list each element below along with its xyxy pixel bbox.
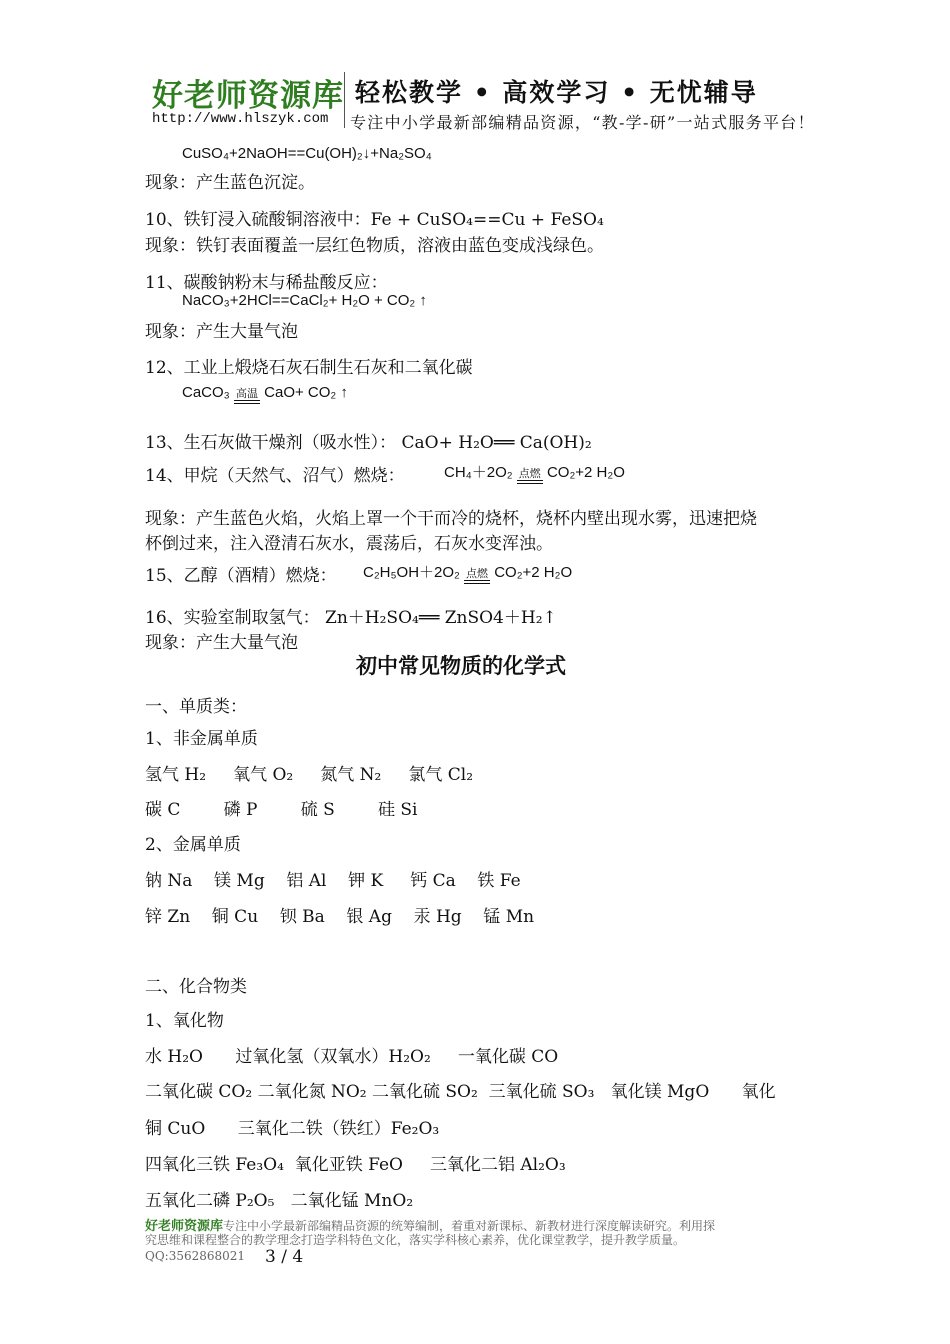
reaction-14-equation [444, 461, 625, 484]
reaction-9-phenomenon: 现象：产生蓝色沉淀。 [145, 173, 315, 193]
simple-heading: 一、单质类： [145, 697, 247, 717]
reaction-11-equation: NaCO₃+2HCl==CaCl₂+ H₂O + CO₂ ↑ [182, 292, 427, 309]
footer-brand: 好老师资源库 [145, 1219, 224, 1234]
reaction-11-phenomenon: 现象：产生大量气泡 [145, 322, 298, 342]
reaction-11-title: 11、碳酸钠粉末与稀盐酸反应： [145, 273, 388, 293]
nonmetal-heading: 1、非金属单质 [145, 729, 258, 749]
footer-qq: QQ:3562868021 [145, 1249, 246, 1263]
page-number: 3 / 4 [265, 1247, 304, 1267]
reaction-14-reactants: CH₄＋2O₂ [444, 464, 513, 481]
reaction-9-equation: CuSO₄+2NaOH==Cu(OH)₂↓+Na₂SO₄ [182, 145, 432, 162]
reaction-14-title: 14、甲烷（天然气、沼气）燃烧： [145, 466, 405, 486]
header-url[interactable]: http://www.hlszyk.com [152, 111, 329, 127]
oxide-row-5: 五氧化二磷 P₂O₅ 二氧化锰 MnO₂ [145, 1191, 414, 1211]
reaction-14-products: CO₂+2 H₂O [546, 464, 625, 481]
reaction-12-equation [182, 384, 348, 404]
reaction-15-title: 15、乙醇（酒精）燃烧： [145, 566, 337, 586]
reaction-16-phenomenon: 现象：产生大量气泡 [145, 633, 298, 653]
reaction-13: 13、生石灰做干燥剂（吸水性）： CaO+ H₂O══ Ca(OH)₂ [145, 433, 592, 453]
reaction-12-reactants: CaCO₃ [182, 384, 230, 401]
footer-text-1: 专注中小学最新部编精品资源的统筹编制，着重对新课标、新教材进行深度解读研究。利用探 [223, 1219, 716, 1233]
reaction-12-condition: 高温 [234, 388, 260, 404]
nonmetal-row-1: 氢气 H₂ 氧气 O₂ 氮气 N₂ 氯气 Cl₂ [145, 765, 474, 785]
reaction-10-phenomenon: 现象：铁钉表面覆盖一层红色物质，溶液由蓝色变成浅绿色。 [145, 236, 604, 256]
header-divider [344, 72, 345, 128]
oxide-heading: 1、氧化物 [145, 1011, 224, 1031]
reaction-14-condition: 点燃 [517, 468, 543, 484]
oxide-row-4: 四氧化三铁 Fe₃O₄ 氧化亚铁 FeO 三氧化二铝 Al₂O₃ [145, 1155, 566, 1175]
reaction-15-equation [363, 561, 572, 584]
oxide-row-3: 铜 CuO 三氧化二铁（铁红）Fe₂O₃ [145, 1119, 440, 1139]
nonmetal-row-2: 碳 C 磷 P 硫 S 硅 Si [145, 800, 418, 820]
reaction-15-products: CO₂+2 H₂O [494, 564, 573, 581]
reaction-16: 16、实验室制取氢气： Zn＋H₂SO₄══ ZnSO4＋H₂↑ [145, 608, 557, 628]
footer-line-2: 究思维和课程整合的教学理念打造学科特色文化，落实学科核心素养，优化课堂教学，提升教学质量。 [145, 1233, 686, 1247]
reaction-12-products: CaO+ CO₂ ↑ [264, 384, 348, 401]
metal-row-1: 钠 Na 镁 Mg 铝 Al 钾 K 钙 Ca 铁 Fe [145, 871, 521, 891]
header-brand-logo: 好老师资源库 [152, 78, 344, 114]
reaction-12-title: 12、工业上煅烧石灰石制生石灰和二氧化碳 [145, 358, 473, 378]
header-tagline: 专注中小学最新部编精品资源，“教-学-研”一站式服务平台！ [350, 113, 815, 132]
reaction-15-reactants: C₂H₅OH＋2O₂ [363, 564, 460, 581]
compound-heading: 二、化合物类 [145, 977, 247, 997]
section-title: 初中常见物质的化学式 [356, 653, 566, 678]
reaction-14-phenomenon-line1: 现象：产生蓝色火焰，火焰上罩一个干而冷的烧杯，烧杯内壁出现水雾，迅速把烧 [145, 509, 757, 529]
reaction-15-condition: 点燃 [464, 568, 490, 584]
oxide-row-1: 水 H₂O 过氧化氢（双氧水）H₂O₂ 一氧化碳 CO [145, 1047, 559, 1067]
reaction-14-phenomenon-line2: 杯倒过来，注入澄清石灰水，震荡后，石灰水变浑浊。 [145, 534, 553, 554]
oxide-row-2: 二氧化碳 CO₂ 二氧化氮 NO₂ 二氧化硫 SO₂ 三氧化硫 SO₃ 氧化镁 MgO 氧化 [145, 1082, 776, 1102]
reaction-10-equation: 10、铁钉浸入硫酸铜溶液中：Fe + CuSO₄==Cu + FeSO₄ [145, 210, 604, 230]
header-slogan: 轻松教学 • 高效学习 • 无忧辅导 [355, 78, 758, 107]
metal-heading: 2、金属单质 [145, 835, 241, 855]
metal-row-2: 锌 Zn 铜 Cu 钡 Ba 银 Ag 汞 Hg 锰 Mn [145, 907, 535, 927]
